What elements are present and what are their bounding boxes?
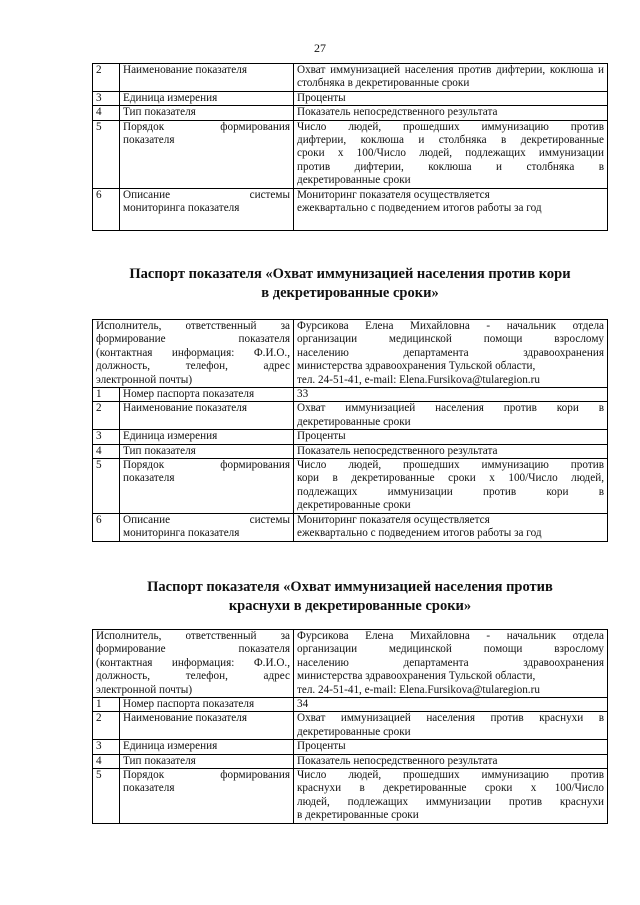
row-value: Проценты xyxy=(294,91,608,105)
row-label: Описание системы мониторинга показателя xyxy=(120,513,294,541)
section-title-rubella: Паспорт показателя «Охват иммунизацией населения против краснухи в декретированные сроки» xyxy=(147,579,553,614)
passport-table-rubella xyxy=(92,629,608,824)
executor-label: Исполнитель, ответственный за формирование показателя (контактная информация: Ф.И.О., должность, телефон, адрес электронной почты) xyxy=(93,320,294,388)
table-row xyxy=(93,91,608,105)
executor-value: Фурсикова Елена Михайловна - начальник отдела организации медицинской помощи взрослому населению департамента здравоохранения министерства здравоохранения Тульской области, тел. 24-51-41, e-mail: Elena.Fursikova@tularegion.ru xyxy=(294,630,608,698)
row-number: 3 xyxy=(93,740,120,754)
row-label: Единица измерения xyxy=(120,740,294,754)
row-number: 6 xyxy=(93,188,120,230)
executor-label: Исполнитель, ответственный за формирование показателя (контактная информация: Ф.И.О., должность, телефон, адрес электронной почты) xyxy=(93,630,294,698)
row-label: Единица измерения xyxy=(120,91,294,105)
row-label: Наименование показателя xyxy=(120,64,294,92)
table-row xyxy=(93,430,608,444)
table-row xyxy=(93,740,608,754)
row-label: Тип показателя xyxy=(120,444,294,458)
executor-value: Фурсикова Елена Михайловна - начальник отдела организации медицинской помощи взрослому населению департамента здравоохранения министерства здравоохранения Тульской области, тел. 24-51-41, e-mail: Elena.Fursikova@tularegion.ru xyxy=(294,320,608,388)
table-row xyxy=(93,698,608,712)
row-label: Наименование показателя xyxy=(120,712,294,740)
row-value: Показатель непосредственного результата xyxy=(294,444,608,458)
row-value: Показатель непосредственного результата xyxy=(294,106,608,120)
row-number: 3 xyxy=(93,430,120,444)
row-number: 5 xyxy=(93,459,120,514)
table-row xyxy=(93,459,608,514)
table-row xyxy=(93,120,608,188)
table-row xyxy=(93,402,608,430)
table-row xyxy=(93,188,608,230)
row-number: 3 xyxy=(93,91,120,105)
row-number: 4 xyxy=(93,754,120,768)
row-label: Номер паспорта показателя xyxy=(120,698,294,712)
executor-row xyxy=(93,320,608,388)
passport-table-diphtheria xyxy=(92,63,608,231)
row-label: Порядок формирования показателя xyxy=(120,459,294,514)
row-label: Порядок формирования показателя xyxy=(120,769,294,824)
row-label: Единица измерения xyxy=(120,430,294,444)
row-number: 4 xyxy=(93,106,120,120)
row-value: 33 xyxy=(294,388,608,402)
table-row xyxy=(93,769,608,824)
row-number: 1 xyxy=(93,698,120,712)
table-row xyxy=(93,444,608,458)
row-label: Описание системы мониторинга показателя xyxy=(120,188,294,230)
row-number: 2 xyxy=(93,64,120,92)
row-value: Показатель непосредственного результата xyxy=(294,754,608,768)
page-number: 27 xyxy=(314,41,326,55)
row-number: 5 xyxy=(93,769,120,824)
row-value: Число людей, прошедших иммунизацию против дифтерии, коклюша и столбняка в декретированные сроки х 100/Число людей, подлежащих иммунизации против дифтерии, коклюша и столбняка в декретированные сроки xyxy=(294,120,608,188)
table-row xyxy=(93,712,608,740)
row-value: Проценты xyxy=(294,740,608,754)
table-row xyxy=(93,106,608,120)
row-number: 6 xyxy=(93,513,120,541)
table-row xyxy=(93,388,608,402)
row-number: 4 xyxy=(93,444,120,458)
table-row xyxy=(93,754,608,768)
executor-row xyxy=(93,630,608,698)
table-row xyxy=(93,513,608,541)
table-row xyxy=(93,64,608,92)
section-title-measles: Паспорт показателя «Охват иммунизацией населения против кори в декретированные сроки» xyxy=(129,266,571,301)
row-value: 34 xyxy=(294,698,608,712)
row-number: 1 xyxy=(93,388,120,402)
row-value: Мониторинг показателя осуществляется ежеквартально с подведением итогов работы за год xyxy=(294,513,608,541)
row-number: 5 xyxy=(93,120,120,188)
row-label: Номер паспорта показателя xyxy=(120,388,294,402)
row-value: Число людей, прошедших иммунизацию против кори в декретированные сроки х 100/Число людей, подлежащих иммунизации против кори в декретированные сроки xyxy=(294,459,608,514)
passport-table-measles xyxy=(92,319,608,542)
row-label: Тип показателя xyxy=(120,106,294,120)
row-value: Мониторинг показателя осуществляется ежеквартально с подведением итогов работы за год xyxy=(294,188,608,230)
row-value: Охват иммунизацией населения против краснухи в декретированные сроки xyxy=(294,712,608,740)
row-value: Число людей, прошедших иммунизацию против краснухи в декретированные сроки х 100/Число людей, подлежащих иммунизации против краснухи в декретированные сроки xyxy=(294,769,608,824)
row-number: 2 xyxy=(93,712,120,740)
row-number: 2 xyxy=(93,402,120,430)
row-label: Тип показателя xyxy=(120,754,294,768)
row-value: Охват иммунизацией населения против кори в декретированные сроки xyxy=(294,402,608,430)
row-value: Проценты xyxy=(294,430,608,444)
row-label: Порядок формирования показателя xyxy=(120,120,294,188)
row-label: Наименование показателя xyxy=(120,402,294,430)
row-value: Охват иммунизацией населения против дифтерии, коклюша и столбняка в декретированные сроки xyxy=(294,64,608,92)
